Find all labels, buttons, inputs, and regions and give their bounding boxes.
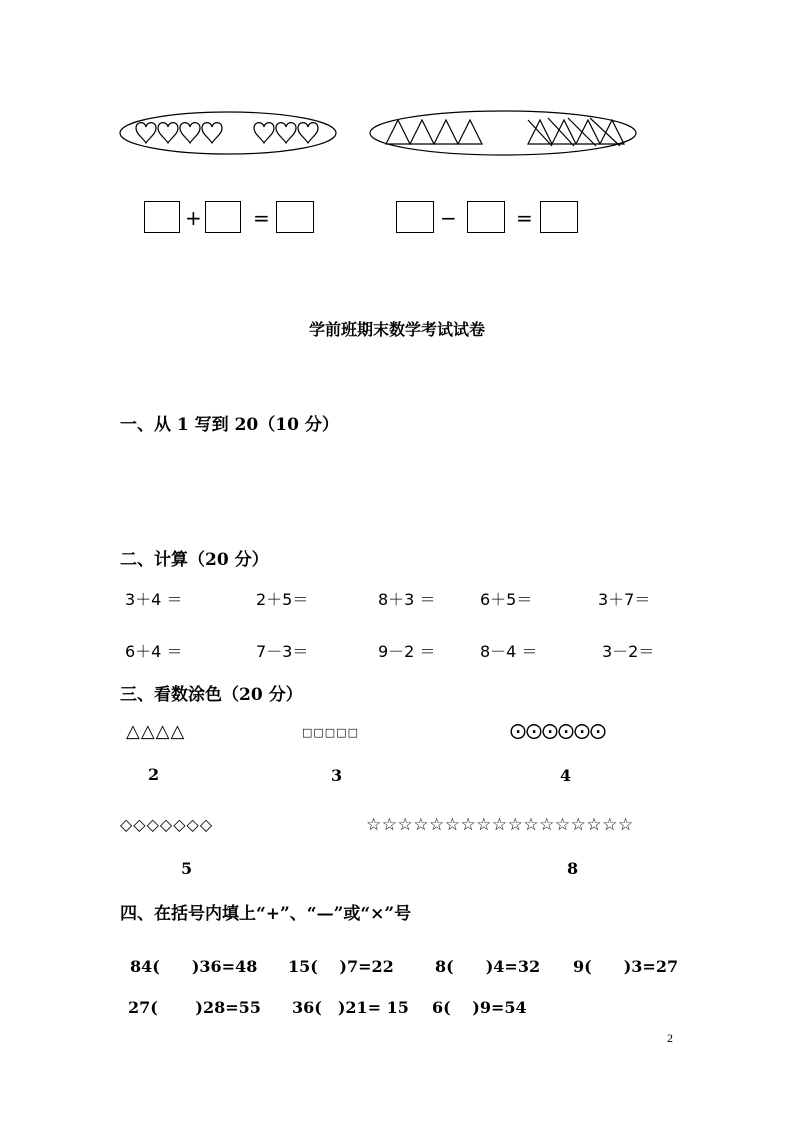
section3-heading: 三、看数涂色（20 分） bbox=[120, 685, 303, 705]
equals-sign-1: = bbox=[253, 206, 270, 230]
fill-in-item[interactable]: 84( )36=48 bbox=[130, 957, 258, 976]
heart-icons bbox=[136, 123, 318, 143]
answer-box-2[interactable] bbox=[205, 201, 241, 233]
equals-sign-2: = bbox=[516, 206, 533, 230]
calc-item: 3＋7＝ bbox=[598, 590, 651, 609]
count-number: 5 bbox=[181, 859, 193, 878]
plus-sign: + bbox=[185, 206, 202, 230]
triangle-icons bbox=[386, 120, 624, 144]
diamond-shapes-group[interactable]: ◇◇◇◇◇◇◇ bbox=[120, 815, 214, 834]
section2-heading: 二、计算（20 分） bbox=[120, 550, 269, 570]
fill-in-item[interactable]: 8( )4=32 bbox=[435, 957, 541, 976]
count-number: 8 bbox=[567, 859, 579, 878]
calc-item: 8＋3 ＝ bbox=[378, 590, 436, 609]
calc-item: 3＋4 ＝ bbox=[125, 590, 183, 609]
answer-box-1[interactable] bbox=[144, 201, 180, 233]
answer-box-3[interactable] bbox=[276, 201, 314, 233]
calc-item: 8－4 ＝ bbox=[480, 642, 538, 661]
answer-box-4[interactable] bbox=[396, 201, 434, 233]
section4-heading: 四、在括号内填上“+”、“—”或“×”号 bbox=[120, 904, 412, 924]
fill-in-item[interactable]: 27( )28=55 bbox=[128, 998, 261, 1017]
calc-item: 6＋4 ＝ bbox=[125, 642, 183, 661]
triangles-group-illustration bbox=[368, 106, 640, 160]
star-shapes-group[interactable]: ☆☆☆☆☆☆☆☆☆☆☆☆☆☆☆☆☆ bbox=[366, 815, 634, 835]
answer-box-5[interactable] bbox=[467, 201, 505, 233]
fill-in-item[interactable]: 9( )3=27 bbox=[573, 957, 679, 976]
count-number: 2 bbox=[148, 765, 160, 784]
fill-in-item[interactable]: 36( )21= 15 bbox=[292, 998, 409, 1017]
section1-heading: 一、从 1 写到 20（10 分） bbox=[120, 415, 339, 435]
page-title: 学前班期末数学考试试卷 bbox=[308, 320, 485, 339]
triangle-shapes-group[interactable]: △△△△ bbox=[126, 721, 186, 742]
calc-item: 7－3＝ bbox=[256, 642, 309, 661]
calc-item: 3－2＝ bbox=[602, 642, 655, 661]
square-shapes-group[interactable]: □□□□□ bbox=[302, 726, 359, 739]
fill-in-item[interactable]: 6( )9=54 bbox=[432, 998, 527, 1017]
circle-shapes-group[interactable]: ⨀⨀⨀⨀⨀⨀ bbox=[510, 721, 606, 740]
count-number: 4 bbox=[560, 766, 572, 785]
page-number: 2 bbox=[667, 1031, 673, 1045]
answer-box-6[interactable] bbox=[540, 201, 578, 233]
fill-in-item[interactable]: 15( )7=22 bbox=[288, 957, 394, 976]
minus-sign: − bbox=[440, 206, 457, 230]
hearts-group-illustration bbox=[118, 108, 340, 158]
calc-item: 2＋5＝ bbox=[256, 590, 309, 609]
count-number: 3 bbox=[331, 766, 343, 785]
calc-item: 6＋5＝ bbox=[480, 590, 533, 609]
calc-item: 9－2 ＝ bbox=[378, 642, 436, 661]
